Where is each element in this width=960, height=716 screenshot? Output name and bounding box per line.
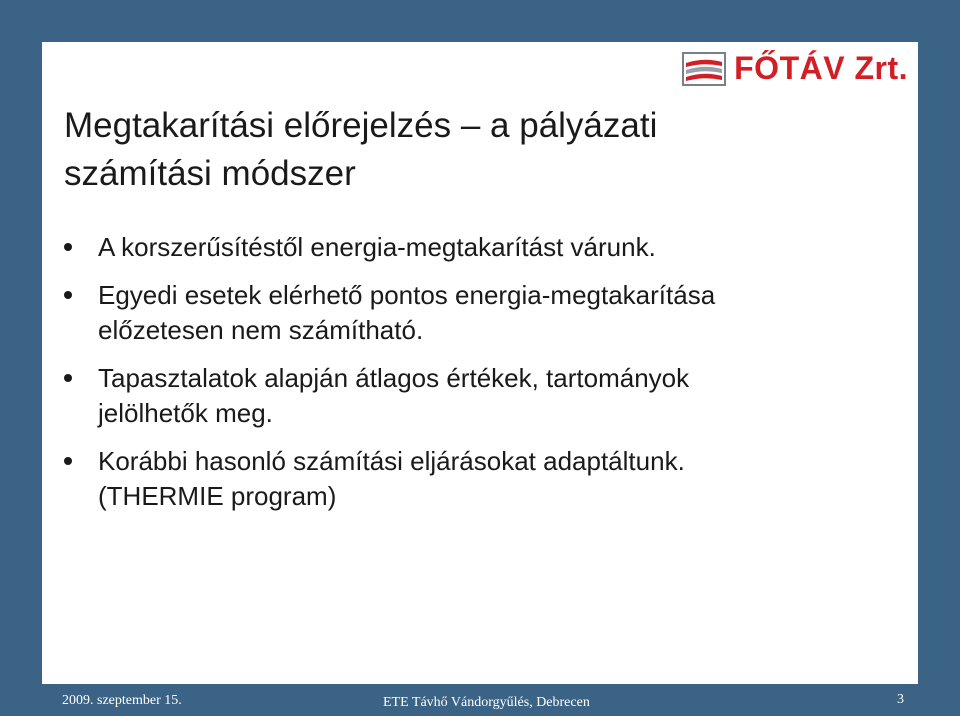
slide-footer	[0, 688, 960, 716]
bullet-text: Korábbi hasonló számítási eljárásokat adaptáltunk.	[98, 446, 685, 476]
bullet-dot-icon	[64, 374, 72, 382]
title-line-1: Megtakarítási előrejelzés – a pályázati	[64, 106, 658, 145]
bullet-text: A korszerűsítéstől energia-megtakarítást várunk.	[98, 232, 656, 262]
bullet-item	[62, 361, 882, 431]
slide-title	[64, 102, 864, 198]
footer-event: ETE Távhő Vándorgyűlés, Debrecen	[383, 695, 590, 710]
bullet-dot-icon	[64, 457, 72, 465]
bullet-dot-icon	[64, 243, 72, 251]
bullet-text: Egyedi esetek elérhető pontos energia-megtakarítása	[98, 280, 716, 310]
slide-panel	[42, 42, 918, 684]
page-number: 3	[897, 692, 904, 707]
company-logo	[682, 50, 908, 87]
logo-text: FŐTÁV Zrt.	[734, 50, 908, 86]
bullet-dot-icon	[64, 291, 72, 299]
bullet-item	[62, 230, 882, 265]
bullet-text: jelölhetők meg.	[98, 398, 273, 428]
bullet-item	[62, 444, 882, 514]
footer-date: 2009. szeptember 15.	[62, 693, 182, 708]
bullet-item	[62, 278, 882, 348]
bullet-text: Tapasztalatok alapján átlagos értékek, tartományok	[98, 363, 690, 393]
bullet-text: (THERMIE program)	[98, 481, 337, 511]
bullet-text: előzetesen nem számítható.	[98, 315, 424, 345]
fotav-logo-icon	[682, 52, 726, 86]
bullet-list	[62, 230, 882, 527]
title-line-2: számítási módszer	[64, 154, 356, 193]
